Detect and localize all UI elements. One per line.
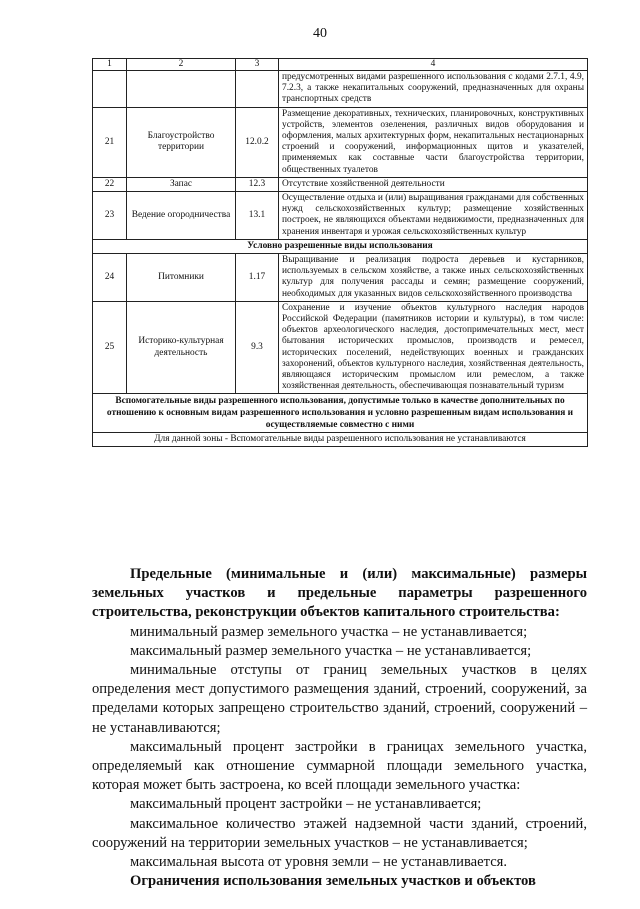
zone-note-row	[93, 433, 588, 447]
conditional-uses-header: Условно разрешенные виды использования	[93, 239, 588, 253]
auxiliary-uses-header: Вспомогательные виды разрешенного использования, допустимые только в качестве дополнительных по отношению к основным видам разрешенного использования и условно разрешенным видам использования и осуществляемые совместно с ними	[93, 394, 588, 433]
section-header-row	[93, 394, 588, 433]
row-code: 9.3	[236, 301, 279, 394]
row-number: 25	[93, 301, 127, 394]
paragraph: максимальный процент застройки в границах земельного участка, определяемый как отношение суммарной площади земельного участка, которая может быть застроена, ко всей площади земельного участка:	[92, 738, 587, 794]
row-number: 24	[93, 254, 127, 302]
row-number: 21	[93, 107, 127, 177]
section-header-row	[93, 239, 588, 253]
paragraph: максимальная высота от уровня земли – не устанавливается.	[130, 854, 508, 871]
row-description: Отсутствие хозяйственной деятельности	[279, 177, 588, 191]
table-row	[93, 192, 588, 240]
paragraph: максимальный процент застройки – не устанавливается;	[130, 796, 482, 813]
row-name: Запас	[127, 177, 236, 191]
row-name: Историко-культурная деятельность	[127, 301, 236, 394]
section-heading: Предельные (минимальные и (или) максимальные) размеры земельных участков и предельные параметры разрешенного строительства, реконструкции объектов капитального строительства:	[92, 566, 587, 621]
header-col-1: 1	[93, 59, 127, 71]
table-header-row	[93, 59, 588, 71]
section-heading-2: Ограничения использования земельных участков и объектов	[130, 873, 536, 890]
row-description: Сохранение и изучение объектов культурного наследия народов Российской Федерации (памятников истории и культуры), в том числе: объектов археологического наследия, достопримечательных мест, мест бытования исторических промыслов, производств и ремесел, исторических поселений, недействующих военных и гражданских захоронений, объектов культурного наследия, хозяйственная деятельность, являющаяся историческим промыслом или ремеслом, а также хозяйственная деятельность, обеспечивающая познавательный туризм	[279, 301, 588, 394]
row-number: 23	[93, 192, 127, 240]
row-code: 1.17	[236, 254, 279, 302]
row-name: Ведение огородничества	[127, 192, 236, 240]
row-description: Осуществление отдыха и (или) выращивания гражданами для собственных нужд сельскохозяйственных культур; размещение хозяйственных построек, не являющихся объектами недвижимости, предназначенных для хранения инвентаря и урожая сельскохозяйственных культур	[279, 192, 588, 240]
paragraph: максимальное количество этажей надземной части зданий, строений, сооружений на территории земельных участков – не устанавливается;	[92, 815, 587, 851]
row-name: Благоустройство территории	[127, 107, 236, 177]
row-number: 22	[93, 177, 127, 191]
land-use-table	[92, 58, 588, 447]
paragraph: минимальные отступы от границ земельных участков в целях определения мест допустимого размещения зданий, строений, сооружений, за пределами которых запрещено строительство зданий, строений, сооружений – не устанавливаются;	[92, 662, 587, 736]
header-col-2: 2	[127, 59, 236, 71]
row-name: Питомники	[127, 254, 236, 302]
table-row	[93, 107, 588, 177]
zone-note: Для данной зоны - Вспомогательные виды разрешенного использования не устанавливаются	[93, 433, 588, 447]
header-col-3: 3	[236, 59, 279, 71]
paragraph: максимальный размер земельного участка – не устанавливается;	[130, 642, 532, 659]
row-code: 12.3	[236, 177, 279, 191]
table-row	[93, 71, 588, 108]
header-col-4: 4	[279, 59, 588, 71]
row-code: 13.1	[236, 192, 279, 240]
row-description: Размещение декоративных, технических, планировочных, конструктивных устройств, элементов озеленения, различных видов оборудования и оформления, малых архитектурных форм, некапитальных нестационарных строений и сооружений, информационных щитов и указателей, применяемых как составные части благоустройства территории, общественных туалетов	[279, 107, 588, 177]
continuation-description: предусмотренных видами разрешенного использования с кодами 2.7.1, 4.9, 7.2.3, а также некапитальных сооружений, предназначенных для охраны транспортных средств	[279, 71, 588, 108]
table-row	[93, 177, 588, 191]
table-row	[93, 254, 588, 302]
page-number: 40	[313, 26, 327, 41]
row-code: 12.0.2	[236, 107, 279, 177]
row-description: Выращивание и реализация подроста деревьев и кустарников, используемых в сельском хозяйстве, а также иных сельскохозяйственных культур для получения рассады и семян; размещение сооружений, необходимых для указанных видов сельскохозяйственного производства	[279, 254, 588, 302]
body-text	[92, 565, 587, 891]
table-row	[93, 301, 588, 394]
paragraph: минимальный размер земельного участка – не устанавливается;	[130, 623, 528, 640]
